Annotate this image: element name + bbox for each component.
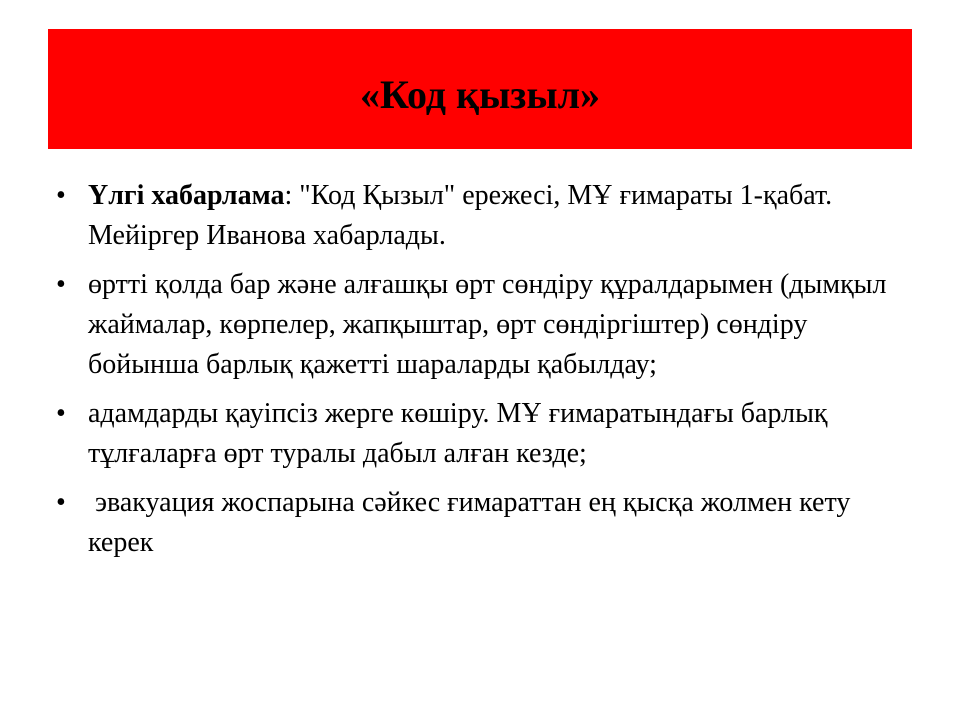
title-banner [48,29,912,149]
bullet-text: адамдарды қауіпсіз жерге көшіру. МҰ ғимаратындағы барлық тұлғаларға өрт туралы дабыл алған кезде; [88,398,828,469]
bullet-dot-icon: • [56,398,66,429]
bullet-bold-label: Үлгі хабарлама [88,180,285,211]
bullet-list [48,176,908,563]
bullet-item-evacuate-people [48,394,908,474]
bullet-item-sample-message [48,176,908,256]
slide-content [48,176,908,572]
bullet-dot-icon: • [56,269,66,300]
bullet-dot-icon: • [56,487,66,518]
bullet-item-evacuation-plan [48,483,908,563]
bullet-dot-icon: • [56,180,66,211]
bullet-item-extinguish [48,265,908,385]
slide-title: «Код қызыл» [359,72,601,117]
bullet-text: өртті қолда бар және алғашқы өрт сөндіру құралдарымен (дымқыл жаймалар, көрпелер, жапқыштар, өрт сөндіргіштер) сөндіру бойынша барлық қажетті шараларды қабылдау; [88,269,887,380]
bullet-text: эвакуация жоспарына сәйкес ғимараттан ең қысқа жолмен кету керек [88,487,858,558]
bullet-text: : "Код Қызыл" ережесі, МҰ ғимараты 1-қабат. Мейіргер Иванова хабарлады. [88,180,833,251]
